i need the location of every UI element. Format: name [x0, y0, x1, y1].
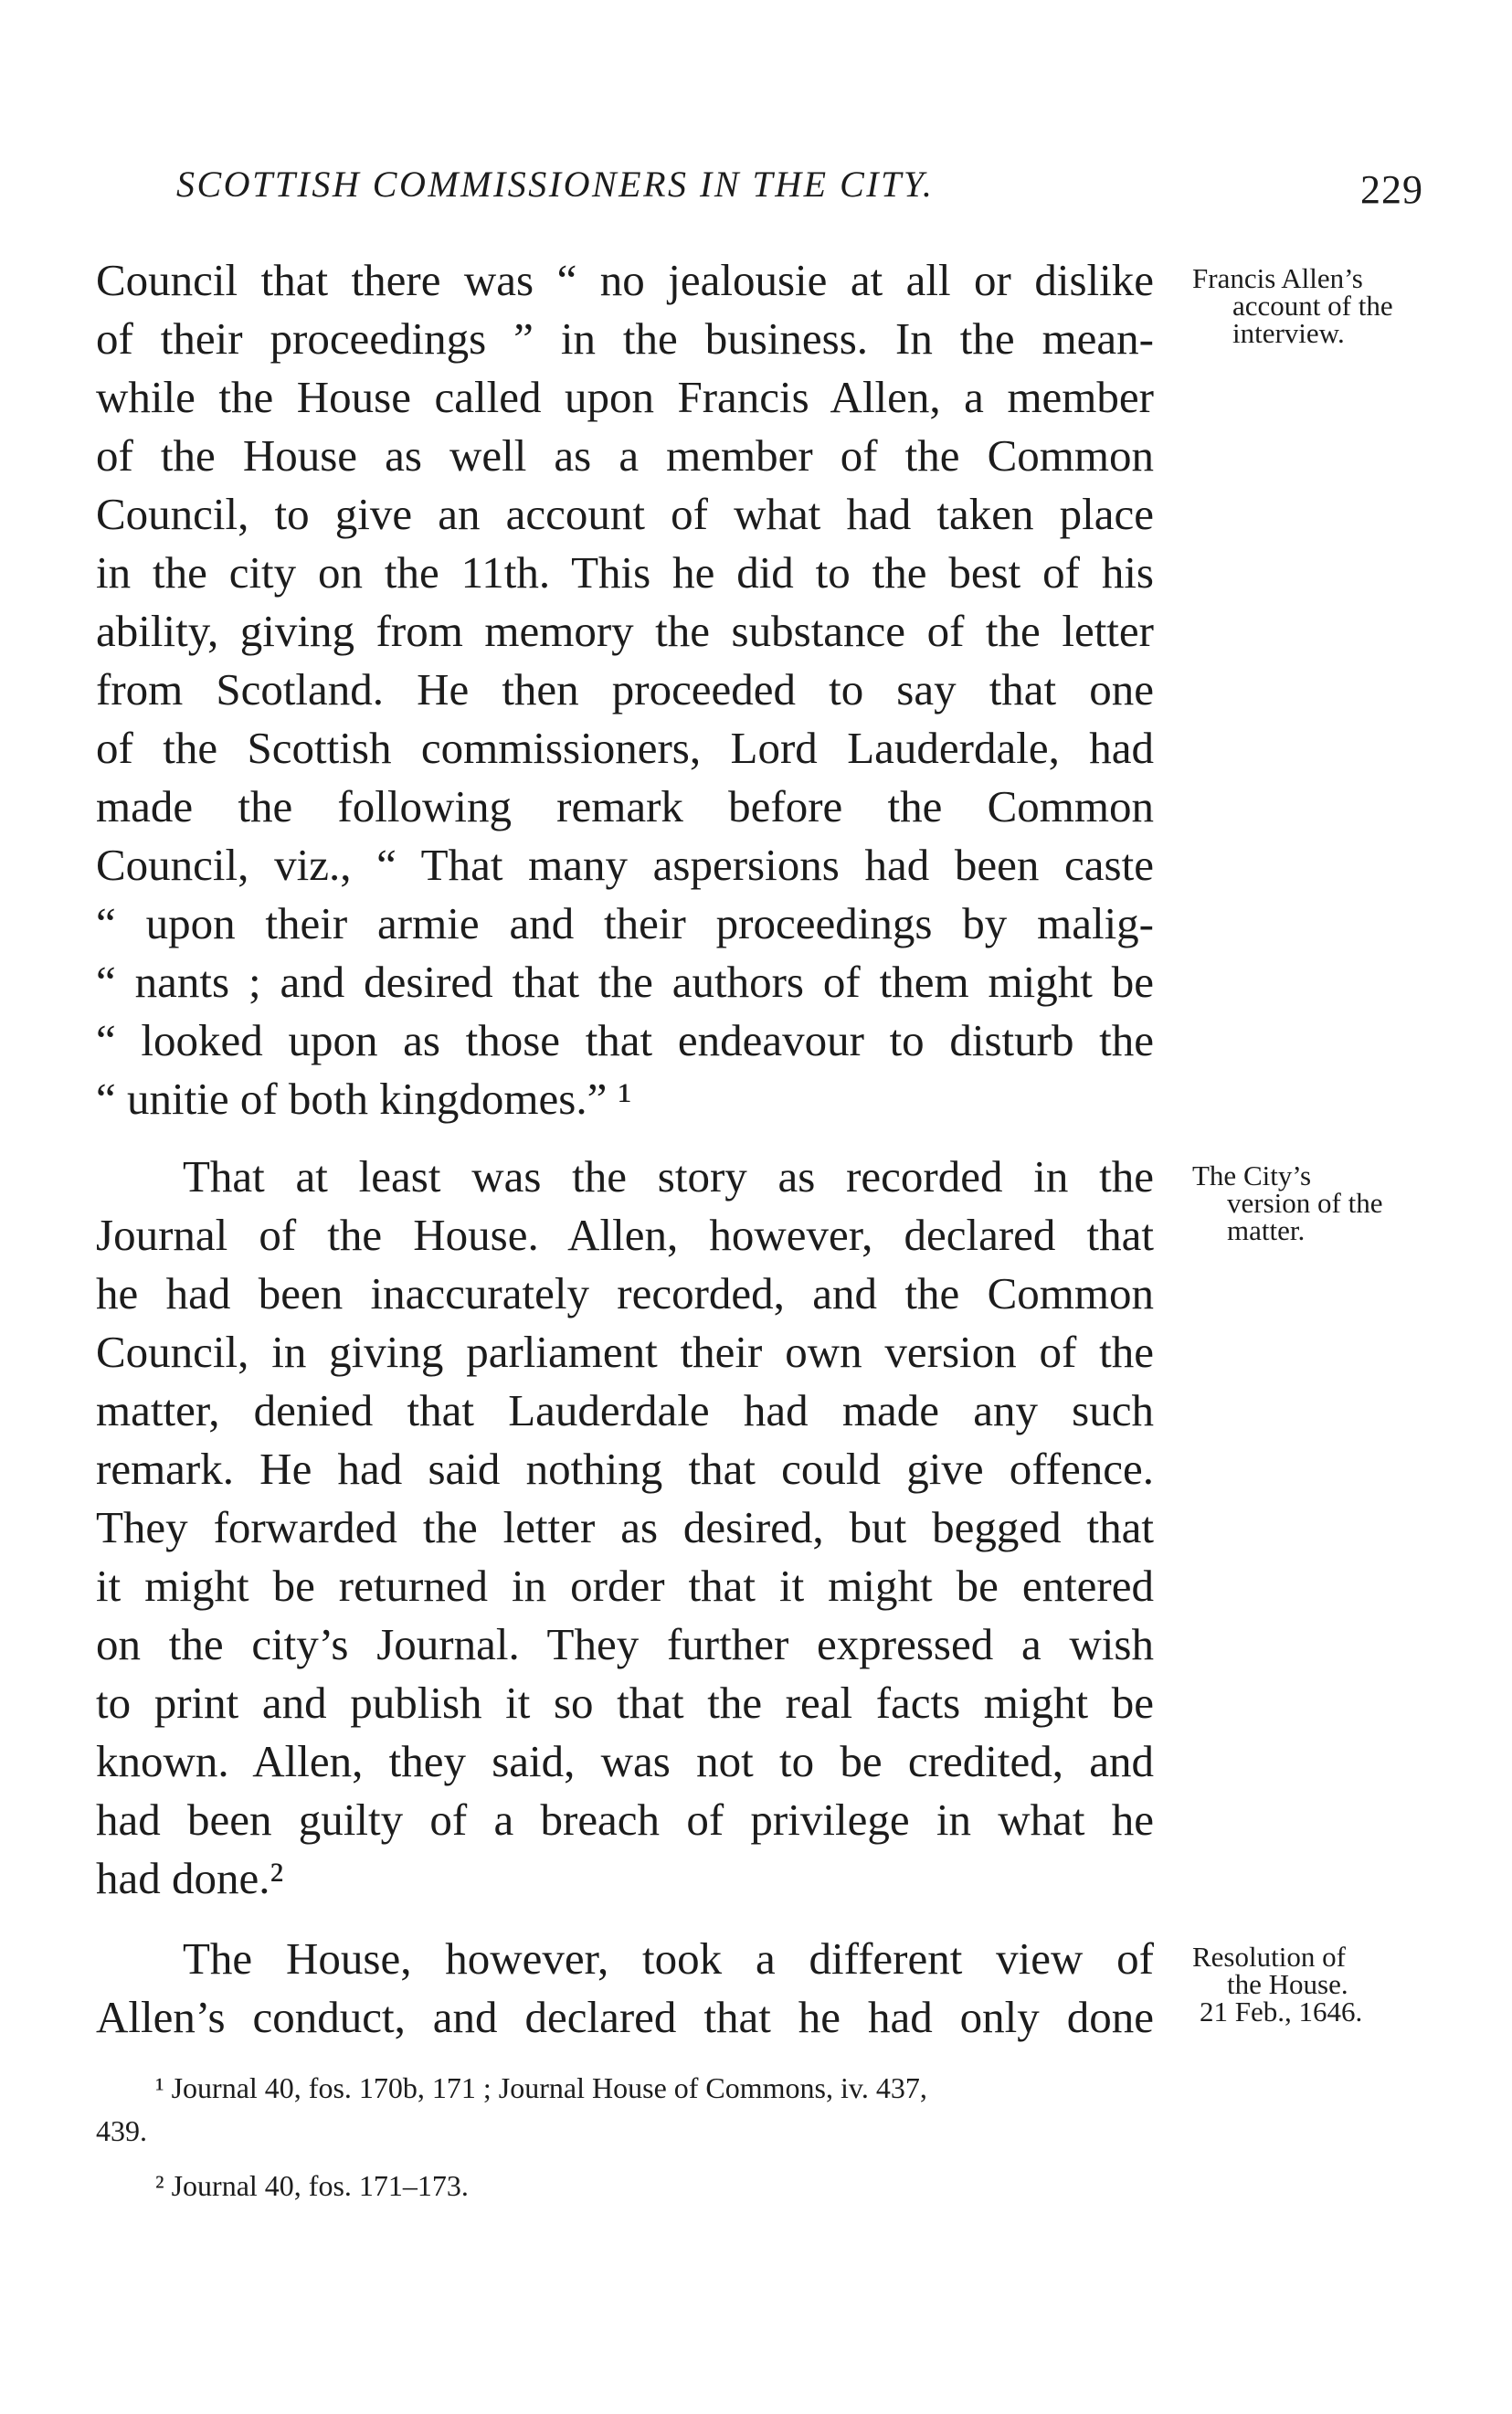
body-line: of their proceedings ” in the business. In the mean-	[96, 313, 1154, 364]
footnote: ¹ Journal 40, fos. 170b, 171 ; Journal House of Commons, iv. 437,	[155, 2071, 927, 2104]
footnote: 439.	[96, 2114, 147, 2147]
body-line: ability, giving from memory the substance of the letter	[96, 606, 1154, 656]
body-line: Council, viz., “ That many aspersions had been caste	[96, 840, 1154, 890]
body-line: had been guilty of a breach of privilege in what he	[96, 1795, 1154, 1845]
body-line: Council, in giving parliament their own version of the	[96, 1327, 1154, 1377]
body-line: he had been inaccurately recorded, and the Common	[96, 1268, 1154, 1318]
body-line: in the city on the 11th. This he did to the best of his	[96, 547, 1154, 598]
body-line: had done.²	[96, 1853, 284, 1903]
side-note: Resolution of the House. 21 Feb., 1646.	[1192, 1941, 1363, 2028]
running-title: SCOTTISH COMMISSIONERS IN THE CITY.	[176, 164, 935, 205]
body-line: of the Scottish commissioners, Lord Lauderdale, had	[96, 723, 1154, 773]
body-line: Allen’s conduct, and declared that he had only done	[96, 1992, 1154, 2042]
body-line: known. Allen, they said, was not to be credited, and	[96, 1736, 1154, 1786]
body-line: They forwarded the letter as desired, but begged that	[96, 1502, 1154, 1552]
body-line: it might be returned in order that it might be entered	[96, 1561, 1154, 1611]
body-line: from Scotland. He then proceeded to say that one	[96, 664, 1154, 715]
body-line: to print and publish it so that the real facts might be	[96, 1678, 1154, 1728]
page-number: 229	[1360, 167, 1423, 212]
footnote: ² Journal 40, fos. 171–173.	[155, 2169, 469, 2202]
body-line: Journal of the House. Allen, however, declared that	[96, 1210, 1154, 1260]
body-line: remark. He had said nothing that could give offence.	[96, 1444, 1154, 1494]
body-line: The House, however, took a different view of	[183, 1933, 1154, 1984]
body-line: “ upon their armie and their proceedings by malig-	[96, 898, 1154, 948]
body-line: “ looked upon as those that endeavour to disturb the	[96, 1015, 1154, 1065]
body-line: while the House called upon Francis Allen, a member	[96, 372, 1154, 422]
body-line: That at least was the story as recorded in the	[183, 1151, 1154, 1202]
body-line: matter, denied that Lauderdale had made any such	[96, 1385, 1154, 1435]
body-line: Council that there was “ no jealousie at all or dislike	[96, 255, 1154, 305]
body-line: on the city’s Journal. They further expressed a wish	[96, 1619, 1154, 1669]
body-line: Council, to give an account of what had taken place	[96, 489, 1154, 539]
body-line: “ nants ; and desired that the authors of them might be	[96, 957, 1154, 1007]
side-note: Francis Allen’s account of the interview.	[1192, 262, 1393, 349]
body-line: “ unitie of both kingdomes.” ¹	[96, 1074, 632, 1124]
side-note: The City’s version of the matter.	[1192, 1159, 1383, 1246]
running-head	[176, 163, 1423, 227]
body-line: made the following remark before the Common	[96, 781, 1154, 831]
body-line: of the House as well as a member of the Common	[96, 430, 1154, 481]
